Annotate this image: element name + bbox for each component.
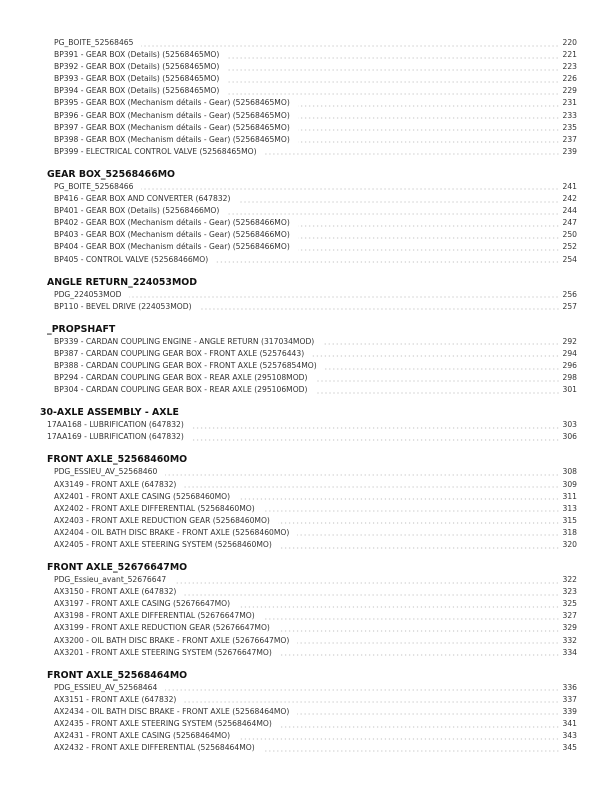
dot-leader <box>216 261 559 263</box>
dot-leader <box>298 237 560 239</box>
entry-page-number: 329 <box>562 623 577 633</box>
entry-title: AX2401 - FRONT AXLE CASING (52568460MO) <box>54 491 231 501</box>
section-heading[interactable]: FRONT AXLE_52568464MO <box>47 669 188 681</box>
entry-title: BP393 - GEAR BOX (Details) (52568465MO) <box>54 74 220 84</box>
toc-entry[interactable] <box>0 134 612 146</box>
entry-page-number: 226 <box>562 74 577 84</box>
dot-leader <box>200 308 560 310</box>
toc-section <box>0 323 612 396</box>
toc-entry[interactable] <box>0 527 612 539</box>
entry-title: AX2431 - FRONT AXLE CASING (52568464MO) <box>54 731 231 741</box>
entry-page-number: 296 <box>562 360 577 370</box>
entry-page-number: 327 <box>562 611 577 621</box>
entry-title: PDG_Essieu_avant_52676647 <box>54 575 167 585</box>
entry-page-number: 252 <box>562 242 577 252</box>
toc-section <box>0 669 612 755</box>
entry-page-number: 256 <box>562 289 577 299</box>
entry-title: AX3149 - FRONT AXLE (647832) <box>54 479 177 489</box>
table-of-contents <box>0 37 612 754</box>
dot-leader <box>165 474 559 476</box>
entry-page-number: 223 <box>562 62 577 72</box>
entry-title: AX2402 - FRONT AXLE DIFFERENTIAL (52568460MO) <box>54 503 255 513</box>
dot-leader <box>297 642 559 644</box>
dot-leader <box>238 201 559 203</box>
entry-title: AX2405 - FRONT AXLE STEERING SYSTEM (52568460MO) <box>54 540 272 549</box>
entry-title: AX3150 - FRONT AXLE (647832) <box>54 587 177 597</box>
entry-page-number: 318 <box>562 527 577 537</box>
entry-page-number: 254 <box>562 254 577 264</box>
entry-page-number: 325 <box>562 599 577 609</box>
toc-section <box>0 406 612 443</box>
entry-page-number: 257 <box>562 301 577 311</box>
toc-entry[interactable] <box>0 515 612 527</box>
dot-leader <box>227 213 559 215</box>
entry-page-number: 320 <box>562 540 577 549</box>
dot-leader <box>297 713 559 715</box>
dot-leader <box>227 69 559 71</box>
dot-leader <box>280 726 560 728</box>
entry-page-number: 250 <box>562 230 577 240</box>
dot-leader <box>263 750 560 752</box>
dot-leader <box>298 105 560 107</box>
section-heading[interactable]: ANGLE RETURN_224053MOD <box>47 276 198 288</box>
entry-page-number: 237 <box>562 134 577 144</box>
dot-leader <box>227 93 559 95</box>
toc-entry[interactable] <box>0 348 612 360</box>
toc-entry[interactable] <box>0 622 612 634</box>
toc-section <box>0 37 612 158</box>
dot-leader <box>316 380 560 382</box>
entry-title: BP403 - GEAR BOX (Mechanism détails - Gear) (52568466MO) <box>54 230 290 240</box>
entry-title: PDG_ESSIEU_AV_52568464 <box>54 682 158 692</box>
section-heading[interactable]: FRONT AXLE_52676647MO <box>47 562 188 574</box>
dot-leader <box>312 355 559 357</box>
entry-title: AX3198 - FRONT AXLE DIFFERENTIAL (52676647MO) <box>54 611 255 621</box>
toc-entry[interactable] <box>0 372 612 384</box>
entry-title: PDG_ESSIEU_AV_52568460 <box>54 467 158 477</box>
toc-entry[interactable] <box>0 419 612 431</box>
entry-page-number: 315 <box>562 515 577 525</box>
toc-entry[interactable] <box>0 85 612 97</box>
entry-page-number: 298 <box>562 373 577 383</box>
toc-entry[interactable] <box>0 49 612 61</box>
dot-leader <box>280 654 560 656</box>
toc-entry[interactable] <box>0 336 612 348</box>
toc-section <box>0 276 612 313</box>
toc-entry[interactable] <box>0 146 612 158</box>
dot-leader <box>297 534 559 536</box>
toc-entry[interactable] <box>0 241 612 253</box>
toc-entry[interactable] <box>0 73 612 85</box>
dot-leader <box>298 141 560 143</box>
toc-entry[interactable] <box>0 742 612 754</box>
entry-title: BP391 - GEAR BOX (Details) (52568465MO) <box>54 50 220 60</box>
dot-leader <box>238 606 559 608</box>
dot-leader <box>322 343 559 345</box>
entry-page-number: 221 <box>562 50 577 60</box>
entry-title: 17AA169 - LUBRIFICATION (647832) <box>47 432 184 442</box>
toc-entry[interactable] <box>0 97 612 109</box>
entry-page-number: 345 <box>562 743 577 753</box>
toc-entry[interactable] <box>0 431 612 443</box>
toc-entry[interactable] <box>0 61 612 73</box>
dot-leader <box>141 45 559 47</box>
entry-title: BP398 - GEAR BOX (Mechanism détails - Gear) (52568465MO) <box>54 134 290 144</box>
entry-title: AX2435 - FRONT AXLE STEERING SYSTEM (52568464MO) <box>54 719 272 729</box>
entry-title: AX3199 - FRONT AXLE REDUCTION GEAR (52676647MO) <box>54 623 270 633</box>
toc-entry[interactable] <box>0 229 612 241</box>
dot-leader <box>192 427 560 429</box>
toc-entry[interactable] <box>0 217 612 229</box>
entry-title: PG_BOITE_52568465 <box>54 38 134 47</box>
dot-leader <box>325 368 560 370</box>
dot-leader <box>316 392 560 394</box>
entry-title: BP294 - CARDAN COUPLING GEAR BOX - REAR AXLE (295108MOD) <box>54 373 308 383</box>
dot-leader <box>298 225 560 227</box>
entry-page-number: 241 <box>562 181 577 191</box>
toc-entry[interactable] <box>0 491 612 503</box>
entry-title: AX2432 - FRONT AXLE DIFFERENTIAL (52568464MO) <box>54 743 255 753</box>
dot-leader <box>238 738 559 740</box>
dot-leader <box>129 296 559 298</box>
entry-title: BP405 - CONTROL VALVE (52568466MO) <box>54 254 209 264</box>
toc-entry[interactable] <box>0 37 612 49</box>
entry-title: BP339 - CARDAN COUPLING ENGINE - ANGLE RETURN (317034MOD) <box>54 336 315 346</box>
dot-leader <box>227 57 559 59</box>
entry-page-number: 332 <box>562 635 577 645</box>
entry-title: BP394 - GEAR BOX (Details) (52568465MO) <box>54 86 220 96</box>
entry-title: AX2434 - OIL BATH DISC BRAKE - FRONT AXLE (52568464MO) <box>54 706 290 716</box>
entry-title: BP110 - BEVEL DRIVE (224053MOD) <box>54 301 192 311</box>
entry-page-number: 220 <box>562 38 577 47</box>
dot-leader <box>184 701 559 703</box>
toc-section <box>0 168 612 266</box>
entry-page-number: 322 <box>562 575 577 585</box>
toc-entry[interactable] <box>0 586 612 598</box>
entry-title: AX2404 - OIL BATH DISC BRAKE - FRONT AXLE (52568460MO) <box>54 527 290 537</box>
toc-entry[interactable] <box>0 384 612 396</box>
dot-leader <box>184 486 559 488</box>
toc-entry[interactable] <box>0 254 612 266</box>
dot-leader <box>278 630 560 632</box>
dot-leader <box>298 249 560 251</box>
toc-entry[interactable] <box>0 193 612 205</box>
toc-section <box>0 561 612 659</box>
entry-page-number: 294 <box>562 348 577 358</box>
entry-title: AX3201 - FRONT AXLE STEERING SYSTEM (52676647MO) <box>54 647 272 657</box>
entry-title: BP395 - GEAR BOX (Mechanism détails - Gear) (52568465MO) <box>54 98 290 108</box>
entry-page-number: 231 <box>562 98 577 108</box>
toc-entry[interactable] <box>0 635 612 647</box>
entry-title: AX3151 - FRONT AXLE (647832) <box>54 694 177 704</box>
dot-leader <box>227 81 559 83</box>
entry-page-number: 308 <box>562 467 577 477</box>
toc-entry[interactable] <box>0 479 612 491</box>
toc-entry[interactable] <box>0 718 612 730</box>
dot-leader <box>263 618 560 620</box>
entry-title: BP404 - GEAR BOX (Mechanism détails - Gear) (52568466MO) <box>54 242 290 252</box>
entry-title: AX2403 - FRONT AXLE REDUCTION GEAR (52568460MO) <box>54 515 270 525</box>
entry-title: BP388 - CARDAN COUPLING GEAR BOX - FRONT AXLE (52576854MO) <box>54 360 317 370</box>
entry-title: BP399 - ELECTRICAL CONTROL VALVE (52568465MO) <box>54 146 257 156</box>
section-heading[interactable]: 30-AXLE ASSEMBLY - AXLE <box>40 407 179 419</box>
section-heading[interactable]: GEAR BOX_52568466MO <box>47 168 176 180</box>
entry-page-number: 309 <box>562 479 577 489</box>
entry-page-number: 235 <box>562 122 577 132</box>
toc-entry[interactable] <box>0 503 612 515</box>
entry-page-number: 336 <box>562 682 577 692</box>
section-heading[interactable]: _PROPSHAFT <box>47 323 116 335</box>
dot-leader <box>298 117 560 119</box>
entry-title: BP401 - GEAR BOX (Details) (52568466MO) <box>54 206 220 216</box>
entry-page-number: 323 <box>562 587 577 597</box>
dot-leader <box>280 547 560 549</box>
entry-title: AX3200 - OIL BATH DISC BRAKE - FRONT AXLE (52676647MO) <box>54 635 290 645</box>
entry-page-number: 334 <box>562 647 577 657</box>
toc-entry[interactable] <box>0 682 612 694</box>
entry-title: BP387 - CARDAN COUPLING GEAR BOX - FRONT AXLE (52576443) <box>54 348 305 358</box>
entry-page-number: 301 <box>562 385 577 395</box>
toc-entry[interactable] <box>0 730 612 742</box>
entry-title: BP396 - GEAR BOX (Mechanism détails - Gear) (52568465MO) <box>54 110 290 120</box>
entry-page-number: 247 <box>562 218 577 228</box>
toc-entry[interactable] <box>0 539 612 551</box>
toc-entry[interactable] <box>0 706 612 718</box>
dot-leader <box>298 129 560 131</box>
toc-entry[interactable] <box>0 574 612 586</box>
dot-leader <box>238 498 559 500</box>
dot-leader <box>192 439 560 441</box>
entry-title: BP402 - GEAR BOX (Mechanism détails - Gear) (52568466MO) <box>54 218 290 228</box>
toc-entry[interactable] <box>0 360 612 372</box>
entry-page-number: 303 <box>562 420 577 430</box>
toc-entry[interactable] <box>0 181 612 193</box>
dot-leader <box>174 582 559 584</box>
entry-page-number: 239 <box>562 146 577 156</box>
dot-leader <box>278 522 560 524</box>
entry-page-number: 343 <box>562 731 577 741</box>
toc-section <box>0 453 612 551</box>
toc-entry[interactable] <box>0 205 612 217</box>
entry-title: AX3197 - FRONT AXLE CASING (52676647MO) <box>54 599 231 609</box>
toc-entry[interactable] <box>0 301 612 313</box>
entry-title: BP304 - CARDAN COUPLING GEAR BOX - REAR AXLE (295106MOD) <box>54 385 308 395</box>
dot-leader <box>165 689 559 691</box>
dot-leader <box>265 153 560 155</box>
toc-entry[interactable] <box>0 289 612 301</box>
entry-title: PDG_224053MOD <box>54 289 122 299</box>
dot-leader <box>184 594 559 596</box>
entry-page-number: 339 <box>562 706 577 716</box>
entry-page-number: 244 <box>562 206 577 216</box>
entry-page-number: 306 <box>562 432 577 442</box>
entry-page-number: 337 <box>562 694 577 704</box>
toc-entry[interactable] <box>0 598 612 610</box>
toc-entry[interactable] <box>0 610 612 622</box>
toc-entry[interactable] <box>0 122 612 134</box>
entry-page-number: 233 <box>562 110 577 120</box>
toc-entry[interactable] <box>0 466 612 478</box>
entry-title: PG_BOITE_52568466 <box>54 181 134 191</box>
section-heading[interactable]: FRONT AXLE_52568460MO <box>47 454 188 466</box>
toc-entry[interactable] <box>0 694 612 706</box>
entry-page-number: 341 <box>562 719 577 729</box>
entry-page-number: 229 <box>562 86 577 96</box>
entry-page-number: 313 <box>562 503 577 513</box>
toc-entry[interactable] <box>0 110 612 122</box>
entry-page-number: 292 <box>562 336 577 346</box>
entry-title: BP416 - GEAR BOX AND CONVERTER (647832) <box>54 194 231 204</box>
toc-entry[interactable] <box>0 647 612 659</box>
entry-page-number: 242 <box>562 194 577 204</box>
entry-page-number: 311 <box>562 491 577 501</box>
entry-title: BP392 - GEAR BOX (Details) (52568465MO) <box>54 62 220 72</box>
dot-leader <box>263 510 560 512</box>
entry-title: BP397 - GEAR BOX (Mechanism détails - Gear) (52568465MO) <box>54 122 290 132</box>
entry-title: 17AA168 - LUBRIFICATION (647832) <box>47 420 184 430</box>
dot-leader <box>141 188 559 190</box>
